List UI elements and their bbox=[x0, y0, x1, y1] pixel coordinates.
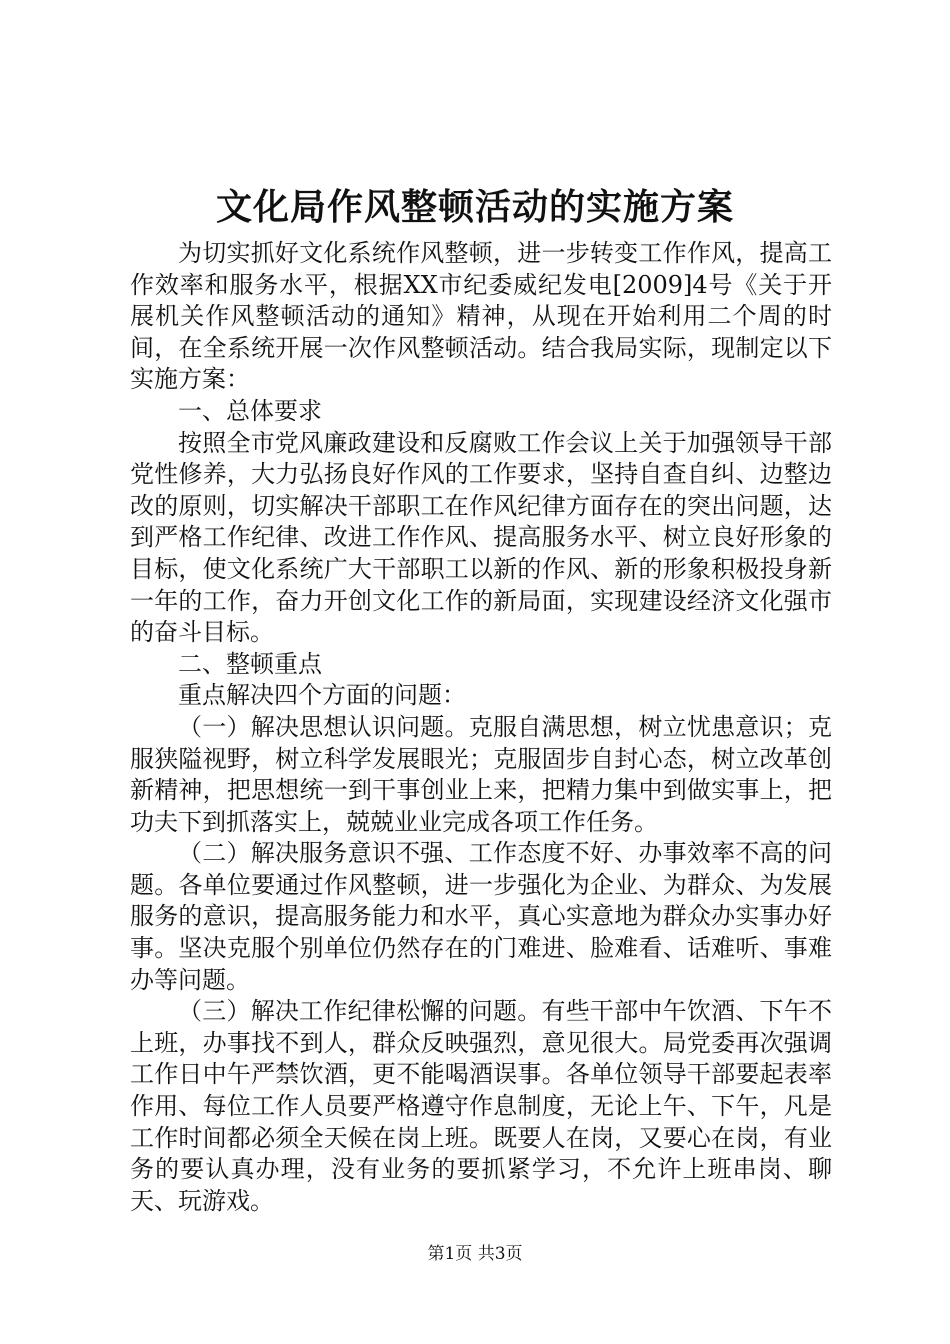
intro-paragraph: 为切实抓好文化系统作风整顿，进一步转变工作作风，提高工作效率和服务水平，根据XX市纪委威纪发电[2009]4号《关于开展机关作风整顿活动的通知》精神，从现在开始利用二个周的时间，在全系统开展一次作风整顿活动。结合我局实际，现制定以下实施方案： bbox=[130, 239, 832, 394]
document-title: 文化局作风整顿活动的实施方案 bbox=[215, 187, 734, 228]
document-body bbox=[130, 238, 832, 1217]
focus-item-1-paragraph: （一）解决思想认识问题。克服自满思想，树立忧患意识；克服狭隘视野，树立科学发展眼光；克服固步自封心态，树立改革创新精神，把思想统一到干事创业上来，把精力集中到做实事上，把功夫下到抓落实上，兢兢业业完成各项工作任务。 bbox=[130, 712, 832, 836]
section-heading-general: 一、总体要求 bbox=[178, 396, 322, 425]
focus-item-3-paragraph: （三）解决工作纪律松懈的问题。有些干部中午饮酒、下午不上班，办事找不到人，群众反映强烈，意见很大。局党委再次强调工作日中午严禁饮酒，更不能喝酒误事。各单位领导干部要起表率作用、每位工作人员要严格遵守作息制度，无论上午、下午，凡是工作时间都必须全天候在岗上班。既要人在岗，又要心在岗，有业务的要认真办理，没有业务的要抓紧学习，不允许上班串岗、聊天、玩游戏。 bbox=[130, 997, 832, 1215]
section-heading-focus: 二、整顿重点 bbox=[178, 649, 322, 678]
general-requirements-paragraph: 按照全市党风廉政建设和反腐败工作会议上关于加强领导干部党性修养，大力弘扬良好作风的工作要求，坚持自查自纠、边整边改的原则，切实解决干部职工在作风纪律方面存在的突出问题，达到严格工作纪律、改进工作作风、提高服务水平、树立良好形象的目标，使文化系统广大干部职工以新的作风、新的形象积极投身新一年的工作，奋力开创文化工作的新局面，实现建设经济文化强市的奋斗目标。 bbox=[130, 428, 832, 647]
focus-item-2-paragraph: （二）解决服务意识不强、工作态度不好、办事效率不高的问题。各单位要通过作风整顿，进一步强化为企业、为群众、为发展服务的意识，提高服务能力和水平，真心实意地为群众办实事办好事。坚决克服个别单位仍然存在的门难进、脸难看、话难听、事难办等问题。 bbox=[130, 839, 832, 994]
page-footer: 第1页 共3页 bbox=[427, 1244, 523, 1264]
focus-intro-paragraph: 重点解决四个方面的问题： bbox=[178, 681, 466, 710]
